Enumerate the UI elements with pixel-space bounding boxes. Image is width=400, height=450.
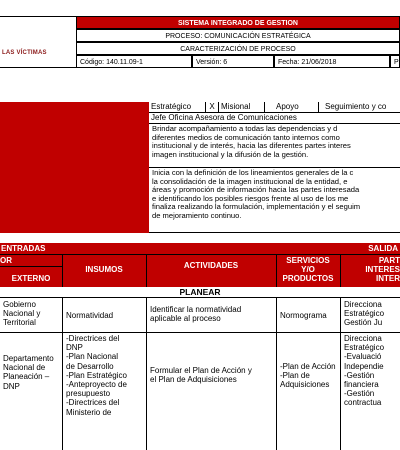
scope-line: Inicia con la definición de los lineamientos generales de la c <box>152 169 354 177</box>
col-divider <box>340 255 341 287</box>
actividades-cell <box>147 365 276 385</box>
process-type-monitoring: Seguimiento y co <box>325 103 387 111</box>
process-type-mark: X <box>209 103 215 111</box>
partes-cell <box>341 333 400 409</box>
scope-line: finaliza realizando la formulación, implementación y el seguim <box>152 203 361 212</box>
scope-line: áreas y promoción de información hacia las partes interesada <box>152 186 360 195</box>
cell-line: -Gestión <box>344 389 375 399</box>
servicios-line: PRODUCTOS <box>282 274 334 283</box>
cell-line: -Plan de <box>280 371 310 381</box>
cell-line: Departamento <box>3 354 54 363</box>
objective-line: institucional y de interés, hacia las diferentes partes interes <box>152 142 351 151</box>
cell-line: Identificar la normatividad <box>150 305 242 314</box>
cell-line: aplicable al proceso <box>150 314 221 324</box>
document-code: Código: 140.11.09-1 <box>76 55 192 68</box>
cell-line: Adquisiciones <box>280 380 330 390</box>
cell-line: financiera <box>344 380 379 390</box>
insumos-header: INSUMOS <box>85 265 123 274</box>
system-title: SISTEMA INTEGRADO DE GESTION <box>76 16 400 29</box>
objective-line: diferentes medios de comunicación tanto internos como <box>152 133 340 142</box>
cell-line: presupuesto <box>66 389 111 399</box>
partes-line: INTERES <box>365 265 400 274</box>
leader-row <box>149 113 400 124</box>
insumos-cell <box>63 310 146 321</box>
process-type-support: Apoyo <box>276 103 299 111</box>
partes-line: PART <box>378 256 400 265</box>
servicios-line: Y/O <box>301 265 315 274</box>
label-column <box>0 102 149 233</box>
col-divider <box>276 255 277 287</box>
logo <box>0 16 76 68</box>
cell-line: Territorial <box>3 318 36 328</box>
cell-line: Ministerio de <box>66 407 112 417</box>
actividades-cell <box>147 304 276 324</box>
entradas-header: ENTRADAS <box>1 244 46 253</box>
cell-line: Nacional de <box>3 363 46 373</box>
scope-block <box>149 168 400 233</box>
cell-line: -Evaluació <box>344 352 382 362</box>
partes-header <box>340 256 400 283</box>
process-type-missional: Misional <box>221 103 251 111</box>
process-leader: Jefe Oficina Asesora de Comunicaciones <box>151 114 297 122</box>
insumos-cell <box>63 333 146 418</box>
document-version: Versión: 6 <box>192 55 274 68</box>
objective-block <box>149 124 400 168</box>
scope-line: e identificando los posibles riesgos frente al uso de los me <box>152 194 349 203</box>
cell-line: DNP <box>66 343 83 353</box>
cell-line: Estratégico <box>344 309 385 319</box>
cell-line: -Directrices del <box>66 398 120 408</box>
type-divider <box>318 102 319 113</box>
objective-line: Brindar acompañamiento a todas las dependencias y d <box>152 125 338 133</box>
cell-line: -Anteproyecto de <box>66 380 127 390</box>
cell-line: -Plan Estratégico <box>66 370 127 380</box>
cell-line: -Plan Nacional <box>66 352 119 362</box>
servicios-cell <box>277 310 340 321</box>
table-row <box>0 298 400 333</box>
cell-line: -Gestión <box>344 370 375 380</box>
cell-line: -Plan de Acción <box>280 362 336 371</box>
partes-line: INTER <box>376 274 400 283</box>
table-row <box>0 333 400 450</box>
objective-line: imagen institucional y la difusión de la gestión. <box>152 150 309 159</box>
process-type-row <box>149 102 400 113</box>
externo-cell <box>0 353 62 392</box>
process-name: PROCESO: COMUNICACIÓN ESTRATÉGICA <box>76 29 400 42</box>
partes-cell <box>341 299 400 329</box>
document-type: CARACTERIZACIÓN DE PROCESO <box>76 42 400 55</box>
cell-line: Direcciona <box>344 334 382 343</box>
cell-line: Formular el Plan de Acción y <box>150 366 252 375</box>
cell-line: -Directrices del <box>66 334 120 343</box>
cell-line: de Desarrollo <box>66 361 114 371</box>
cell-line: Planeación – <box>3 372 50 382</box>
servicios-line: SERVICIOS <box>286 256 330 265</box>
cell-line: el Plan de Adquisiciones <box>150 375 237 385</box>
servicios-header <box>276 256 340 283</box>
col-divider <box>146 255 147 287</box>
scope-line: la consolidación de la imagen institucional de la entidad, e <box>152 177 348 186</box>
type-divider <box>264 102 265 113</box>
actividades-header: ACTIVIDADES <box>183 261 239 270</box>
servicios-cell <box>277 361 340 391</box>
cell-line: Normograma <box>280 311 327 320</box>
header-rule <box>0 266 62 267</box>
logo-text: LAS VÍCTIMAS <box>2 50 47 56</box>
cell-line: Estratégico <box>344 343 385 353</box>
scope-line: de mejoramiento continuo. <box>152 211 242 220</box>
salidas-header: SALIDA <box>368 244 398 253</box>
phase-label: PLANEAR <box>0 287 400 298</box>
cell-line: Gestión Ju <box>344 318 383 328</box>
type-divider <box>218 102 219 113</box>
externo-header: EXTERNO <box>11 274 51 283</box>
cell-line: Independie <box>344 361 384 371</box>
document-page: P <box>390 55 400 68</box>
cell-line: contractua <box>344 398 382 408</box>
col-divider <box>62 255 63 287</box>
proveedor-header: OR <box>0 256 12 265</box>
document-date: Fecha: 21/06/2018 <box>274 55 390 68</box>
cell-line: Gobierno <box>3 300 36 309</box>
process-type-strategic: Estratégico <box>151 103 192 111</box>
externo-cell <box>0 299 62 329</box>
cell-line: Normatividad <box>66 311 114 320</box>
cell-line: Direcciona <box>344 300 382 309</box>
cell-line: Nacional y <box>3 309 41 319</box>
cell-line: DNP <box>3 381 20 391</box>
